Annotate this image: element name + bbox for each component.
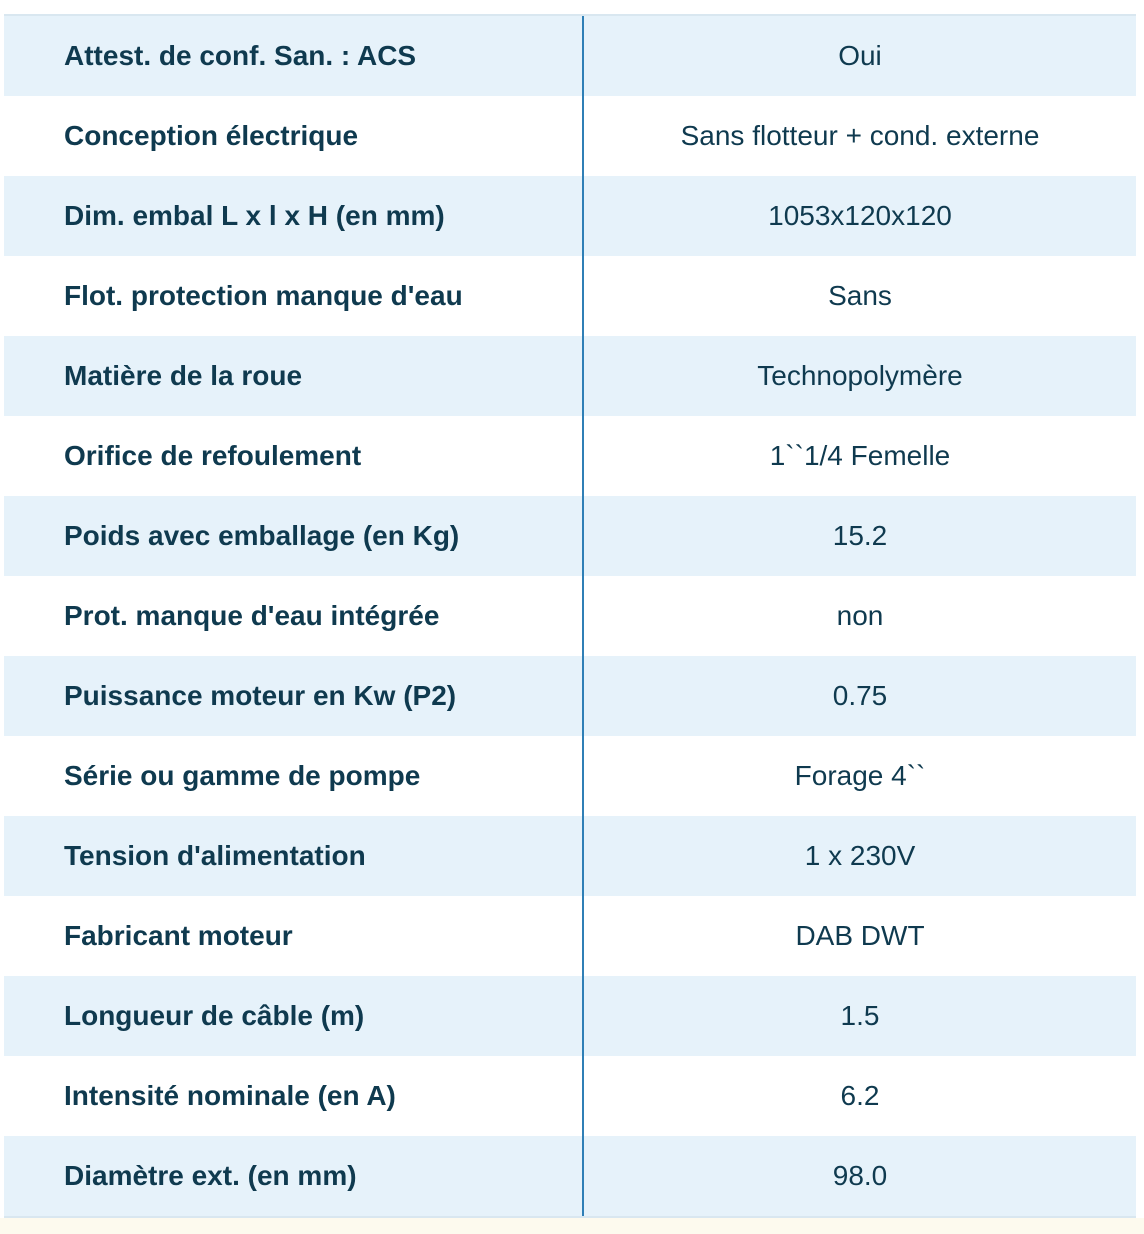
spec-value: 0.75 [832, 680, 888, 711]
table-row [4, 96, 1136, 176]
table-row [4, 736, 1136, 816]
spec-value: DAB DWT [795, 920, 925, 951]
spec-label: Dim. embal L x l x H (en mm) [4, 176, 584, 256]
table-row [4, 16, 1136, 96]
table-row [4, 176, 1136, 256]
footer-strip [0, 1218, 1144, 1234]
spec-value: 1053x120x120 [768, 200, 952, 231]
spec-value: 1``1/4 Femelle [769, 440, 951, 471]
spec-value: 15.2 [832, 520, 888, 551]
spec-label: Fabricant moteur [4, 896, 584, 976]
specifications-table [4, 14, 1136, 1218]
table-row [4, 1056, 1136, 1136]
spec-label: Orifice de refoulement [4, 416, 584, 496]
spec-label: Prot. manque d'eau intégrée [4, 576, 584, 656]
spec-label: Conception électrique [4, 96, 584, 176]
spec-value: Technopolymère [757, 360, 963, 391]
spec-label: Flot. protection manque d'eau [4, 256, 584, 336]
spec-label: Longueur de câble (m) [4, 976, 584, 1056]
spec-value: 1.5 [840, 1000, 880, 1031]
table-row [4, 976, 1136, 1056]
spec-label: Tension d'alimentation [4, 816, 584, 896]
spec-label: Poids avec emballage (en Kg) [4, 496, 584, 576]
spec-label: Puissance moteur en Kw (P2) [4, 656, 584, 736]
table-row [4, 816, 1136, 896]
spec-value: Oui [838, 40, 882, 71]
spec-value: non [836, 600, 884, 631]
table-row [4, 336, 1136, 416]
spec-value: Sans flotteur + cond. externe [680, 120, 1040, 151]
spec-label: Matière de la roue [4, 336, 584, 416]
table-row [4, 896, 1136, 976]
spec-label: Intensité nominale (en A) [4, 1056, 584, 1136]
spec-value: 1 x 230V [804, 840, 916, 871]
spec-label: Attest. de conf. San. : ACS [4, 16, 584, 96]
spec-label: Série ou gamme de pompe [4, 736, 584, 816]
table-row [4, 496, 1136, 576]
spec-value: 6.2 [840, 1080, 880, 1111]
table-row [4, 416, 1136, 496]
table-row [4, 1136, 1136, 1216]
table-row [4, 656, 1136, 736]
table-row [4, 256, 1136, 336]
spec-value: 98.0 [832, 1160, 888, 1191]
spec-label: Diamètre ext. (en mm) [4, 1136, 584, 1216]
table-row [4, 576, 1136, 656]
spec-value: Forage 4`` [794, 760, 926, 791]
spec-value: Sans [828, 280, 892, 311]
